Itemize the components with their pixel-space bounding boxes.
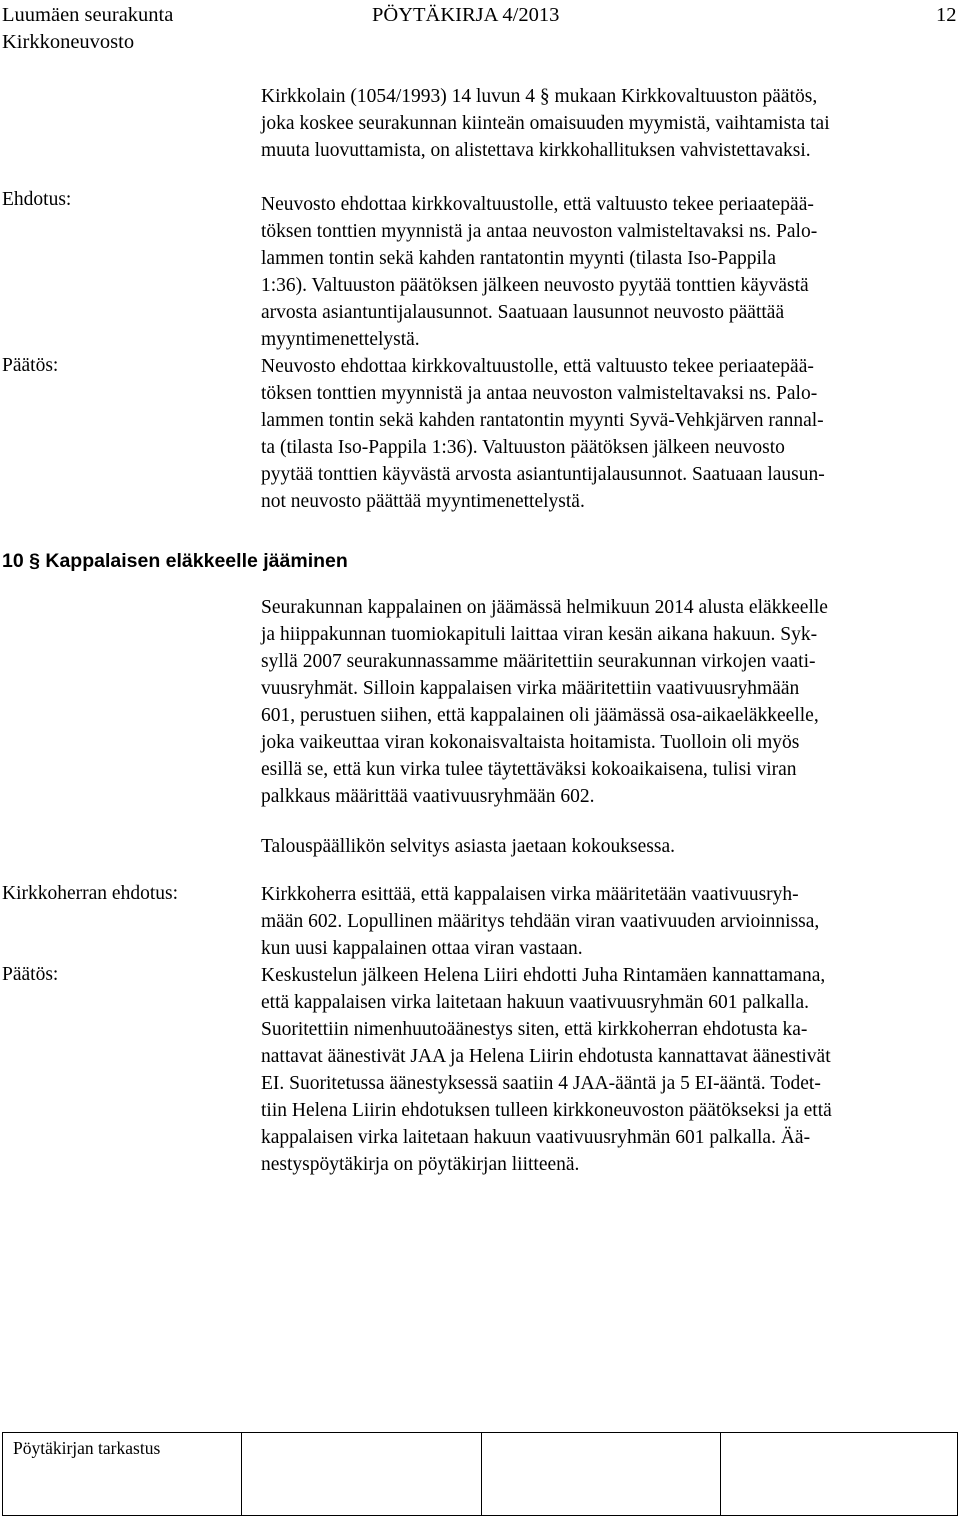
section-heading: 10 § Kappalaisen eläkkeelle jääminen (2, 550, 348, 572)
body-name: Kirkkoneuvosto (2, 31, 135, 53)
text-line: Kirkkolain (1054/1993) 14 luvun 4 § mukaan Kirkkovaltuuston päätös, (261, 86, 818, 107)
text-line: arvosta asiantuntijalausunnot. Saatuaan lausunnot neuvosto päättää (261, 302, 785, 323)
text-line: Kirkkoherra esittää, että kappalaisen virka määritetään vaativuusryh- (261, 884, 799, 905)
text-line: ta (tilasta Iso-Pappila 1:36). Valtuuston päätöksen jälkeen neuvosto (261, 437, 785, 458)
document-title: PÖYTÄKIRJA 4/2013 (372, 4, 560, 26)
text-line: nestyspöytäkirja on pöytäkirjan liitteenä. (261, 1154, 580, 1175)
text-line: 601, perustuen siihen, että kappalainen oli jäämässä osa-aikaeläkkeelle, (261, 705, 819, 726)
label-ehdotus: Ehdotus: (2, 189, 72, 210)
text-line: esillä se, että kun virka tulee täytettäväksi kokoaikaisena, tulisi viran (261, 759, 797, 780)
text-line: 1:36). Valtuuston päätöksen jälkeen neuvosto pyytää tonttien käyvästä (261, 275, 809, 296)
text-line: että kappalaisen virka laitetaan hakuun vaativuusryhmän 601 palkalla. (261, 992, 809, 1013)
text-line: tiin Helena Liirin ehdotuksen tulleen kirkkoneuvoston päätökseksi ja että (261, 1100, 832, 1121)
text-line: lammen tontin sekä kahden rantatontin myynti Syvä-Vehkjärven rannal- (261, 410, 824, 431)
text-line: Seurakunnan kappalainen on jäämässä helmikuun 2014 alusta eläkkeelle (261, 597, 828, 618)
label-kirkkoherran-ehdotus: Kirkkoherran ehdotus: (2, 883, 178, 904)
text-line: Suoritettiin nimenhuutoäänestys siten, että kirkkoherran ehdotusta ka- (261, 1019, 808, 1040)
text-line: töksen tonttien myynnistä ja antaa neuvoston valmisteltavaksi ns. Palo- (261, 383, 818, 404)
inspection-box (2, 1432, 958, 1516)
text-line: Neuvosto ehdottaa kirkkovaltuustolle, että valtuusto tekee periaatepää- (261, 356, 814, 377)
text-line: muuta luovuttamista, on alistettava kirkkohallituksen vahvistettavaksi. (261, 140, 811, 161)
text-line: syllä 2007 seurakunnassamme määritettiin seurakunnan virkojen vaati- (261, 651, 816, 672)
text-line: töksen tonttien myynnistä ja antaa neuvoston valmisteltavaksi ns. Palo- (261, 221, 818, 242)
text-line: Neuvosto ehdottaa kirkkovaltuustolle, että valtuusto tekee periaatepää- (261, 194, 814, 215)
text-line: not neuvosto päättää myyntimenettelystä. (261, 491, 585, 512)
talous-note: Talouspäällikön selvitys asiasta jaetaan kokouksessa. (261, 836, 675, 857)
text-line: vuusryhmät. Silloin kappalaisen virka määritettiin vaativuusryhmään (261, 678, 800, 699)
text-line: kun uusi kappalainen ottaa viran vastaan. (261, 938, 583, 959)
text-line: kappalaisen virka laitetaan hakuun vaativuusryhmän 601 palkalla. Ää- (261, 1127, 811, 1148)
organization-name: Luumäen seurakunta (2, 4, 174, 26)
page-number: 12 (936, 4, 957, 26)
label-paatos: Päätös: (2, 964, 59, 985)
text-line: Keskustelun jälkeen Helena Liiri ehdotti Juha Rintamäen kannattamana, (261, 965, 826, 986)
inspection-label: Pöytäkirjan tarkastus (13, 1438, 161, 1458)
text-line: pyytää tonttien käyvästä arvosta asiantuntijalausunnot. Saatuaan lausun- (261, 464, 825, 485)
text-line: mään 602. Lopullinen määritys tehdään viran vaativuuden arvioinnissa, (261, 911, 820, 932)
inspection-cell (3, 1433, 242, 1515)
text-line: lammen tontin sekä kahden rantatontin myynti (tilasta Iso-Pappila (261, 248, 777, 269)
text-line: nattavat äänestivät JAA ja Helena Liirin ehdotusta kannattavat äänestivät (261, 1046, 831, 1067)
text-line: joka vaikeuttaa viran kokonaisvaltaista hoitamista. Tuolloin oli myös (261, 732, 800, 753)
text-line: ja hiippakunnan tuomiokapituli laittaa viran kesän aikana hakuun. Syk- (261, 624, 818, 645)
text-line: palkkaus määrittää vaativuusryhmään 602. (261, 786, 595, 807)
text-line: joka koskee seurakunnan kiinteän omaisuuden myymistä, vaihtamista tai (261, 113, 830, 134)
label-paatos: Päätös: (2, 355, 59, 376)
text-line: EI. Suoritetussa äänestyksessä saatiin 4 JAA-ääntä ja 5 EI-ääntä. Todet- (261, 1073, 821, 1094)
signature-cell (242, 1433, 482, 1515)
text-line: myyntimenettelystä. (261, 329, 420, 350)
signature-cell (482, 1433, 721, 1515)
